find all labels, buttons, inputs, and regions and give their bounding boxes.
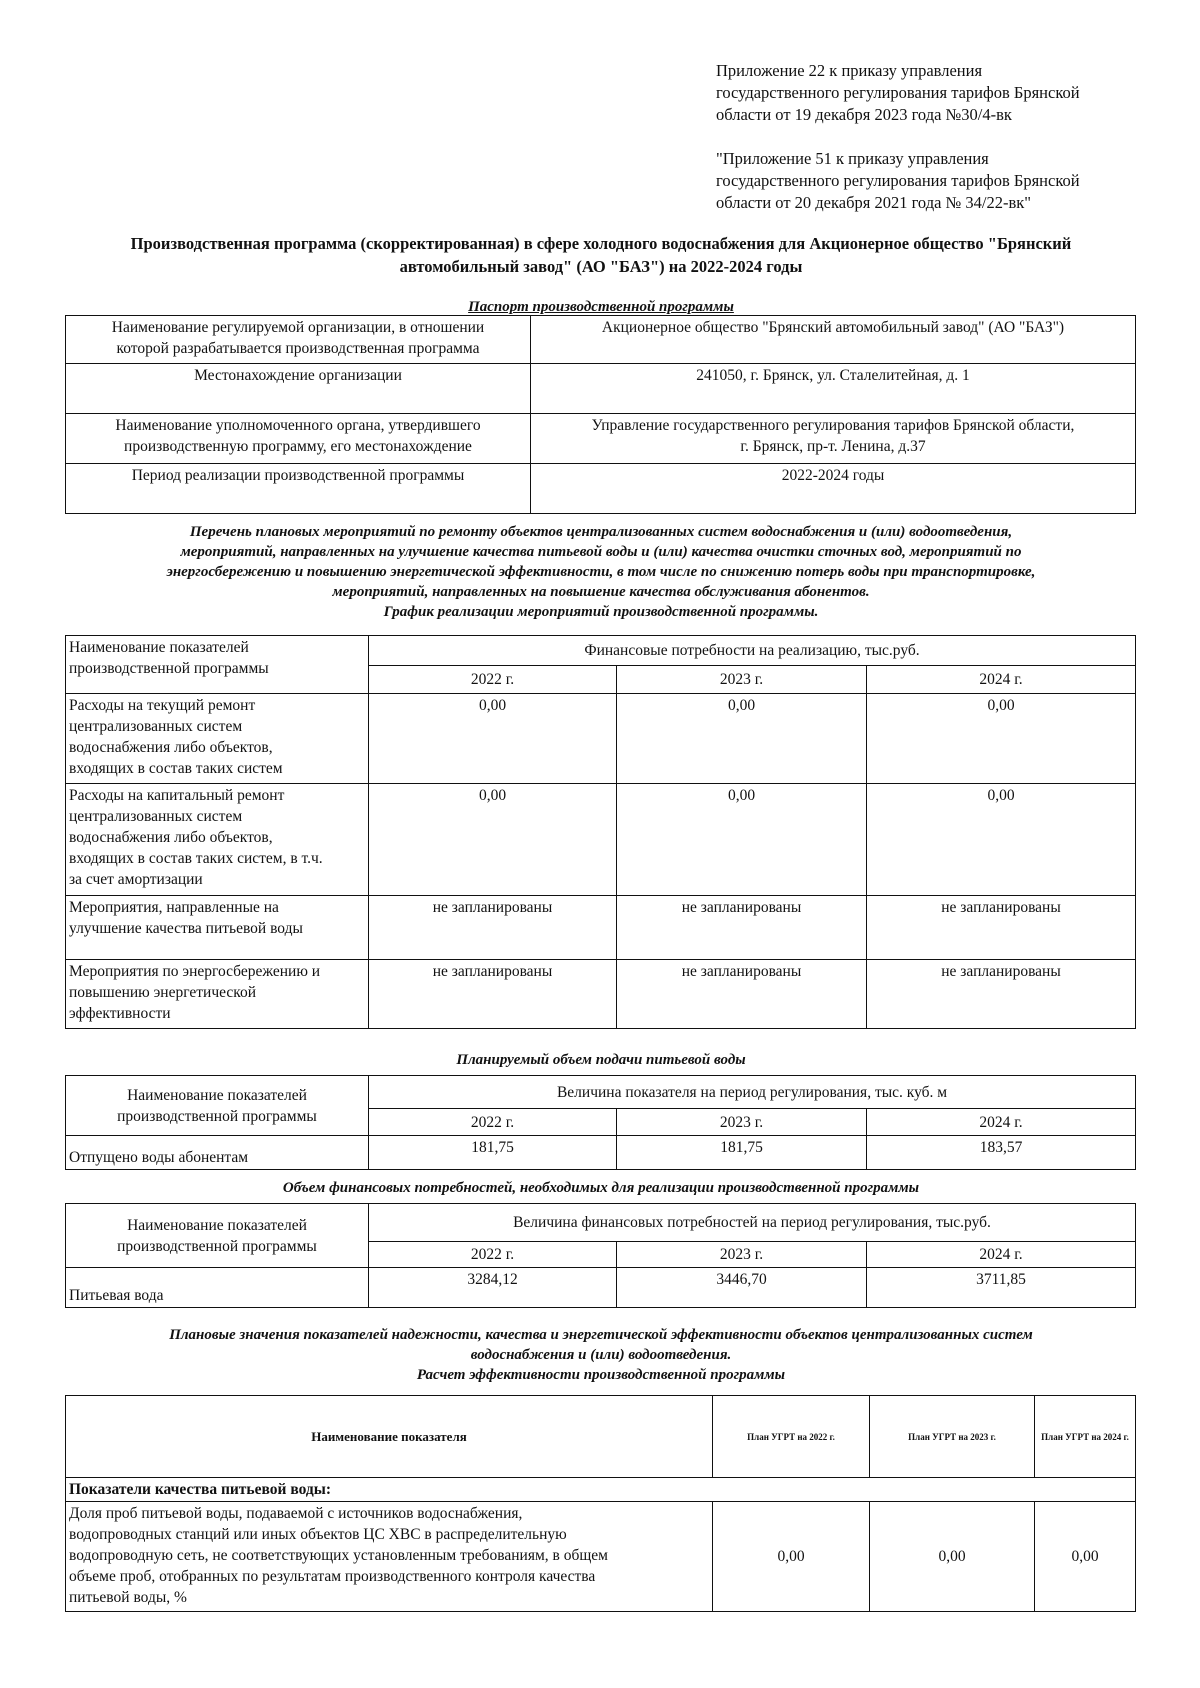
- measures-row-label: Расходы на капитальный ремонт централизованных систем водоснабжения либо объектов, входящих в состав таких систем, в т.ч. за счет амортизации: [66, 784, 369, 896]
- supply-caption: Планируемый объем подачи питьевой воды: [456, 1052, 746, 1068]
- supply-row-label: Отпущено воды абонентам: [66, 1136, 369, 1170]
- calc-caption: Расчет эффективности производственной программы: [416, 1367, 786, 1383]
- finance-caption: Объем финансовых потребностей, необходимых для реализации производственной программы: [282, 1180, 920, 1196]
- year-header: 2023 г.: [617, 1109, 867, 1136]
- finance-header-label: Наименование показателей производственной программы: [66, 1204, 369, 1268]
- measures-header-group: Финансовые потребности на реализацию, тыс.руб.: [369, 636, 1136, 666]
- measures-cell: не запланированы: [369, 960, 617, 1029]
- title-line: Производственная программа (скорректированная) в сфере холодного водоснабжения для Акционерное общество "Брянский: [130, 234, 1072, 253]
- appendix-51-line: государственного регулирования тарифов Брянской: [716, 171, 1080, 190]
- indicators-caption: Плановые значения показателей надежности, качества и энергетической эффективности объектов централизованных систем водоснабжения и (или) водоотведения. Расчет эффективности производственной программы: [70, 1325, 1132, 1385]
- appendix-22-line: Приложение 22 к приказу управления: [716, 61, 983, 80]
- finance-header-group: Величина финансовых потребностей на период регулирования, тыс.руб.: [369, 1204, 1136, 1242]
- measures-row: [66, 960, 1136, 1029]
- supply-header-label: Наименование показателей производственной программы: [66, 1076, 369, 1136]
- indicators-cell: 0,00: [713, 1502, 870, 1612]
- measures-row-label: Мероприятия, направленные на улучшение качества питьевой воды: [66, 896, 369, 960]
- title-line: автомобильный завод" (АО "БАЗ") на 2022-2024 годы: [399, 257, 803, 276]
- measures-cell: 0,00: [867, 694, 1136, 784]
- measures-cell: не запланированы: [867, 896, 1136, 960]
- appendix-51-note: [716, 148, 1080, 214]
- measures-cell: 0,00: [369, 694, 617, 784]
- passport-label: Период реализации производственной программы: [66, 464, 531, 514]
- indicators-cell: 0,00: [1035, 1502, 1136, 1612]
- passport-row: [66, 464, 1136, 514]
- year-header: 2023 г.: [617, 1242, 867, 1268]
- passport-value: Управление государственного регулирования тарифов Брянской области, г. Брянск, пр-т. Ленина, д.37: [531, 414, 1136, 464]
- indicators-table: [65, 1395, 1136, 1612]
- indicators-section-title: Показатели качества питьевой воды:: [66, 1478, 1136, 1502]
- measures-row-label: Мероприятия по энергосбережению и повышению энергетической эффективности: [66, 960, 369, 1029]
- indicators-row: [66, 1502, 1136, 1612]
- indicators-header-name: Наименование показателя: [66, 1396, 713, 1478]
- year-header: 2024 г.: [867, 1109, 1136, 1136]
- appendix-22-line: государственного регулирования тарифов Брянской: [716, 83, 1080, 102]
- passport-value: Акционерное общество "Брянский автомобильный завод" (АО "БАЗ"): [531, 316, 1136, 364]
- passport-value: 2022-2024 годы: [531, 464, 1136, 514]
- measures-cell: не запланированы: [617, 960, 867, 1029]
- finance-row: [66, 1268, 1136, 1308]
- appendix-51-line: области от 20 декабря 2021 года № 34/22-вк": [716, 193, 1032, 212]
- year-header: 2022 г.: [369, 1242, 617, 1268]
- measures-cell: не запланированы: [867, 960, 1136, 1029]
- passport-label: Наименование уполномоченного органа, утвердившего производственную программу, его местонахождение: [66, 414, 531, 464]
- measures-cell: 0,00: [617, 784, 867, 896]
- measures-cell: 0,00: [369, 784, 617, 896]
- passport-caption: Паспорт производственной программы: [468, 299, 734, 315]
- measures-table: [65, 635, 1136, 1029]
- measures-row-label: Расходы на текущий ремонт централизованных систем водоснабжения либо объектов, входящих в состав таких систем: [66, 694, 369, 784]
- passport-table: [65, 315, 1136, 514]
- appendix-22-line: области от 19 декабря 2023 года №30/4-вк: [716, 105, 1012, 124]
- supply-row: [66, 1136, 1136, 1170]
- indicators-header-year: План УГРТ на 2024 г.: [1035, 1396, 1136, 1478]
- measures-cell: не запланированы: [369, 896, 617, 960]
- finance-table: [65, 1203, 1136, 1308]
- passport-value: 241050, г. Брянск, ул. Сталелитейная, д. 1: [531, 364, 1136, 414]
- document-title: [70, 232, 1132, 278]
- schedule-caption: График реализации мероприятий производственной программы.: [383, 604, 819, 620]
- supply-table: [65, 1075, 1136, 1170]
- indicators-header-year: План УГРТ на 2023 г.: [870, 1396, 1035, 1478]
- passport-row: [66, 316, 1136, 364]
- year-header: 2022 г.: [369, 1109, 617, 1136]
- measures-row: [66, 896, 1136, 960]
- indicators-cell: 0,00: [870, 1502, 1035, 1612]
- supply-cell: 181,75: [369, 1136, 617, 1170]
- appendix-22-note: [716, 60, 1080, 126]
- measures-header-label: Наименование показателей производственной программы: [66, 636, 369, 694]
- passport-row: [66, 364, 1136, 414]
- passport-label: Наименование регулируемой организации, в отношении которой разрабатывается производственная программа: [66, 316, 531, 364]
- supply-header-group: Величина показателя на период регулирования, тыс. куб. м: [369, 1076, 1136, 1109]
- year-header: 2024 г.: [867, 666, 1136, 694]
- passport-row: [66, 414, 1136, 464]
- year-header: 2022 г.: [369, 666, 617, 694]
- indicators-row-label: Доля проб питьевой воды, подаваемой с источников водоснабжения, водопроводных станций или иных объектов ЦС ХВС в распределительную водопроводную сеть, не соответствующих установленным требованиям, в общем объеме проб, отобранных по результатам производственного контроля качества питьевой воды, %: [66, 1502, 713, 1612]
- measures-caption: Перечень плановых мероприятий по ремонту объектов централизованных систем водоснабжения и (или) водоотведения, мероприятий, направленных на улучшение качества питьевой воды и (или) качества очистки сточных вод, мероприятий по энергосбережению и повышению энергетической эффективности, в том числе по снижению потерь воды при транспортировке, мероприятий, направленных на повышение качества обслуживания абонентов. График реализации мероприятий производственной программы.: [70, 522, 1132, 622]
- finance-cell: 3446,70: [617, 1268, 867, 1308]
- finance-row-label: Питьевая вода: [66, 1268, 369, 1308]
- measures-cell: 0,00: [867, 784, 1136, 896]
- year-header: 2024 г.: [867, 1242, 1136, 1268]
- indicators-header-year: План УГРТ на 2022 г.: [713, 1396, 870, 1478]
- supply-cell: 181,75: [617, 1136, 867, 1170]
- measures-cell: не запланированы: [617, 896, 867, 960]
- measures-row: [66, 694, 1136, 784]
- finance-cell: 3284,12: [369, 1268, 617, 1308]
- passport-label: Местонахождение организации: [66, 364, 531, 414]
- supply-cell: 183,57: [867, 1136, 1136, 1170]
- appendix-51-line: "Приложение 51 к приказу управления: [716, 149, 989, 168]
- finance-cell: 3711,85: [867, 1268, 1136, 1308]
- measures-cell: 0,00: [617, 694, 867, 784]
- measures-row: [66, 784, 1136, 896]
- year-header: 2023 г.: [617, 666, 867, 694]
